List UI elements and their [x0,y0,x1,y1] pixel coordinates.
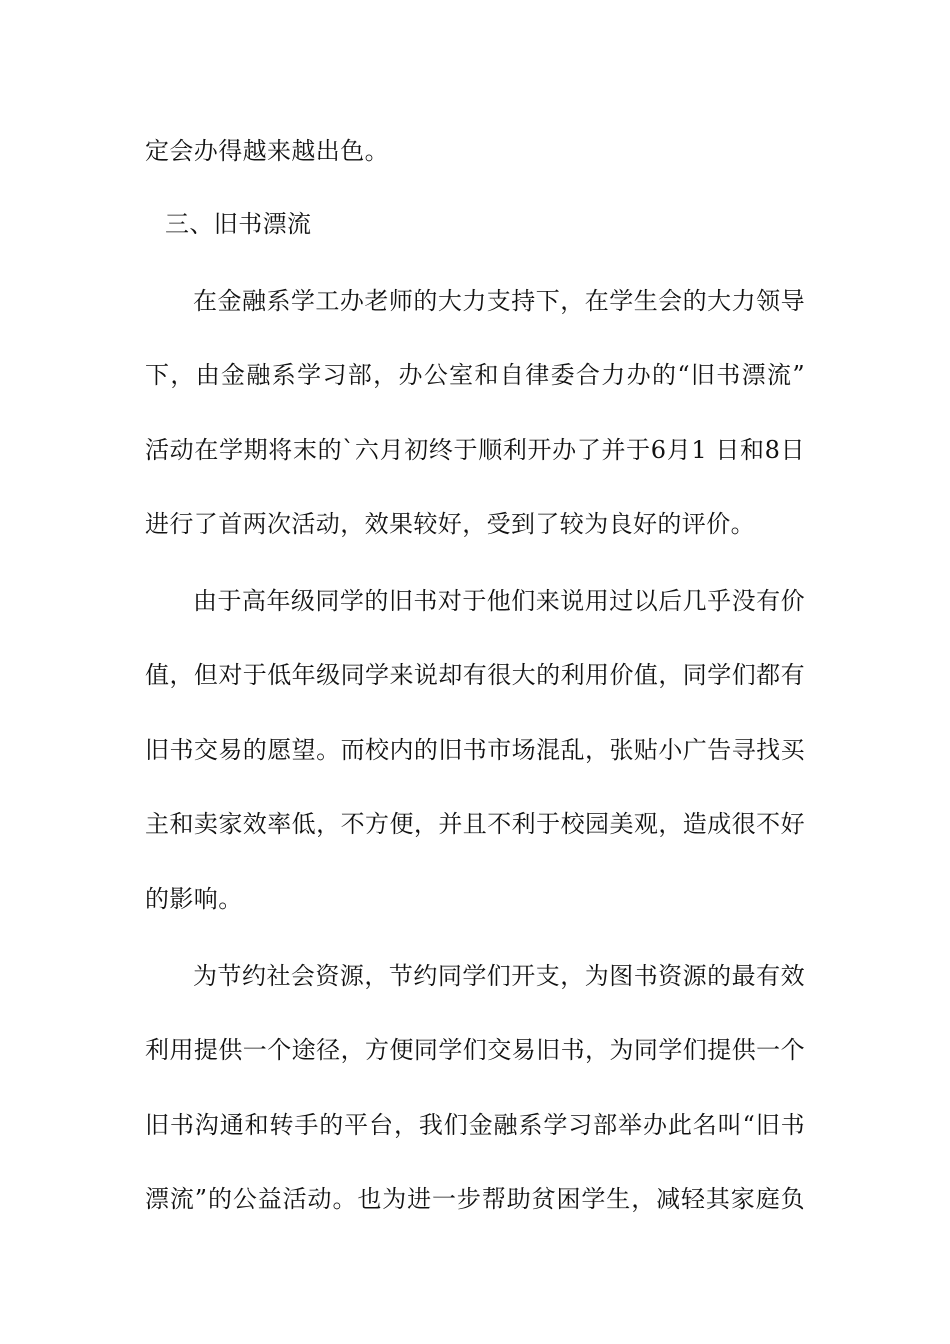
text-line: 利用提供一个途径，方便同学们交易旧书，为同学们提供一个 [145,1036,805,1064]
text-line: 漂流”的公益活动。也为进一步帮助贫困学生，减轻其家庭负 [145,1185,805,1213]
text-line: 旧书交易的愿望。而校内的旧书市场混乱，张贴小广告寻找买 [145,736,805,764]
text-line: 为节约社会资源，节约同学们开支，为图书资源的最有效 [193,962,805,990]
text-line: 进行了首两次活动，效果较好，受到了较为良好的评价。 [145,510,755,538]
section-heading: 三、旧书漂流 [165,210,312,238]
text-line: 在金融系学工办老师的大力支持下，在学生会的大力领导 [193,287,805,315]
text-line: 由于高年级同学的旧书对于他们来说用过以后几乎没有价 [193,587,805,615]
text-line: 旧书沟通和转手的平台，我们金融系学习部举办此名叫“旧书 [145,1111,805,1139]
text-line: 的影响。 [145,885,243,913]
text-line: 定会办得越来越出色。 [145,137,389,165]
text-line: 下，由金融系学习部，办公室和自律委合力办的“旧书漂流” [145,361,805,389]
text-line: 值，但对于低年级同学来说却有很大的利用价值，同学们都有 [145,661,805,689]
text-line: 主和卖家效率低，不方便，并且不利于校园美观，造成很不好 [145,810,805,838]
text-line: 活动在学期将末的`六月初终于顺利开办了并于6月1 日和8日 [145,436,805,464]
